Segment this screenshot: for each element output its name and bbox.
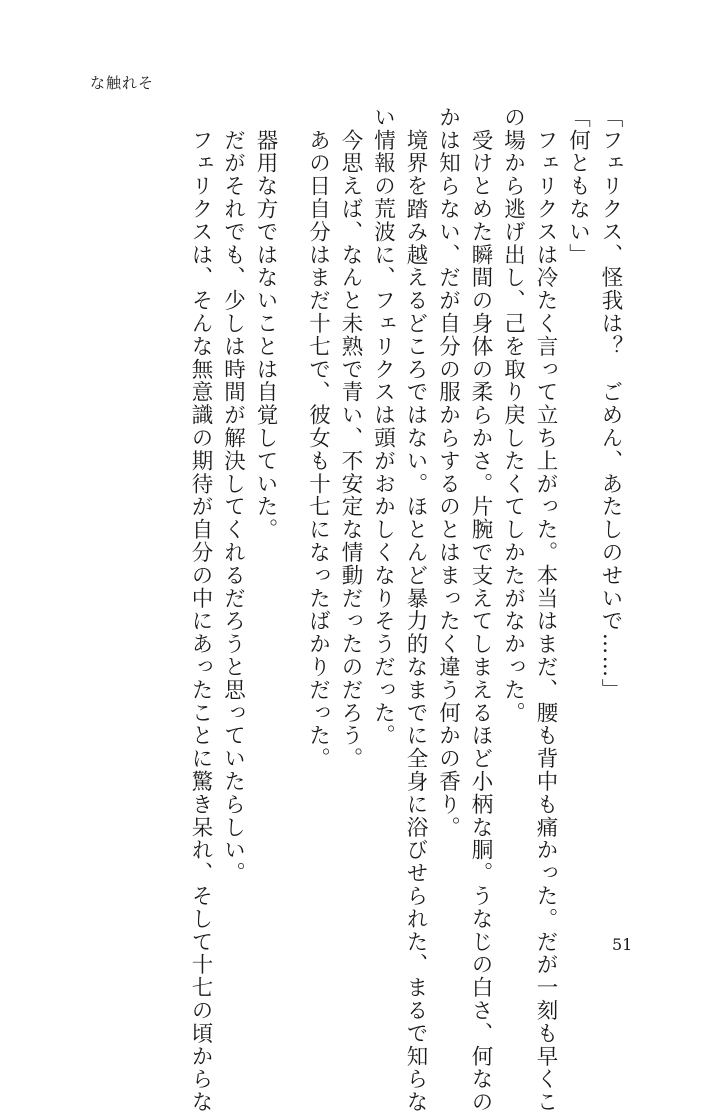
text-line-13: フェリクスは、そんな無意識の期待が自分の中にあったことに驚き呆れ、そして十七の頃からな — [188, 106, 213, 1114]
text-line-5: 受けとめた瞬間の身体の柔らかさ。片腕で支えてしまえるほど小柄な胴。うなじの白さ、何なの — [468, 106, 493, 1114]
text-line-3: フェリクスは冷たく言って立ち上がった。本当はまだ、腰も背中も痛かった。だが一刻も早くこ — [533, 106, 558, 1114]
text-line-10: あの日自分はまだ十七で、彼女も十七になったばかりだった。 — [305, 106, 331, 771]
text-line-11: 器用な方ではないことは自覚していた。 — [253, 106, 278, 542]
page-number: 51 — [612, 935, 633, 954]
text-line-12: だがそれでも、少しは時間が解決してくれるだろうと思っていたらしい。 — [220, 106, 246, 885]
running-header: な触れそ — [90, 74, 155, 92]
text-line-4: の場から逃げ出し、己を取り戻したくてしかたがなかった。 — [500, 106, 526, 725]
text-line-7: 境界を踏み越えるどころではない。ほとんど暴力的なまでに全身に浴びせられた、まるで知らな — [403, 106, 428, 1114]
text-line-2: 「何ともない」 — [565, 106, 591, 267]
text-line-6: かは知らない、だが自分の服からするのとはまったく違う何かの香り。 — [435, 106, 461, 839]
text-line-8: い情報の荒波に、フェリクスは頭がおかしくなりそうだった。 — [370, 106, 396, 748]
scene-break — [281, 106, 301, 932]
text-line-1: 「フェリクス、怪我は？ ごめん、あたしのせいで……」 — [598, 106, 623, 702]
text-line-9: 今思えば、なんと未熟で青い、不安定な情動だったのだろう。 — [338, 106, 363, 771]
